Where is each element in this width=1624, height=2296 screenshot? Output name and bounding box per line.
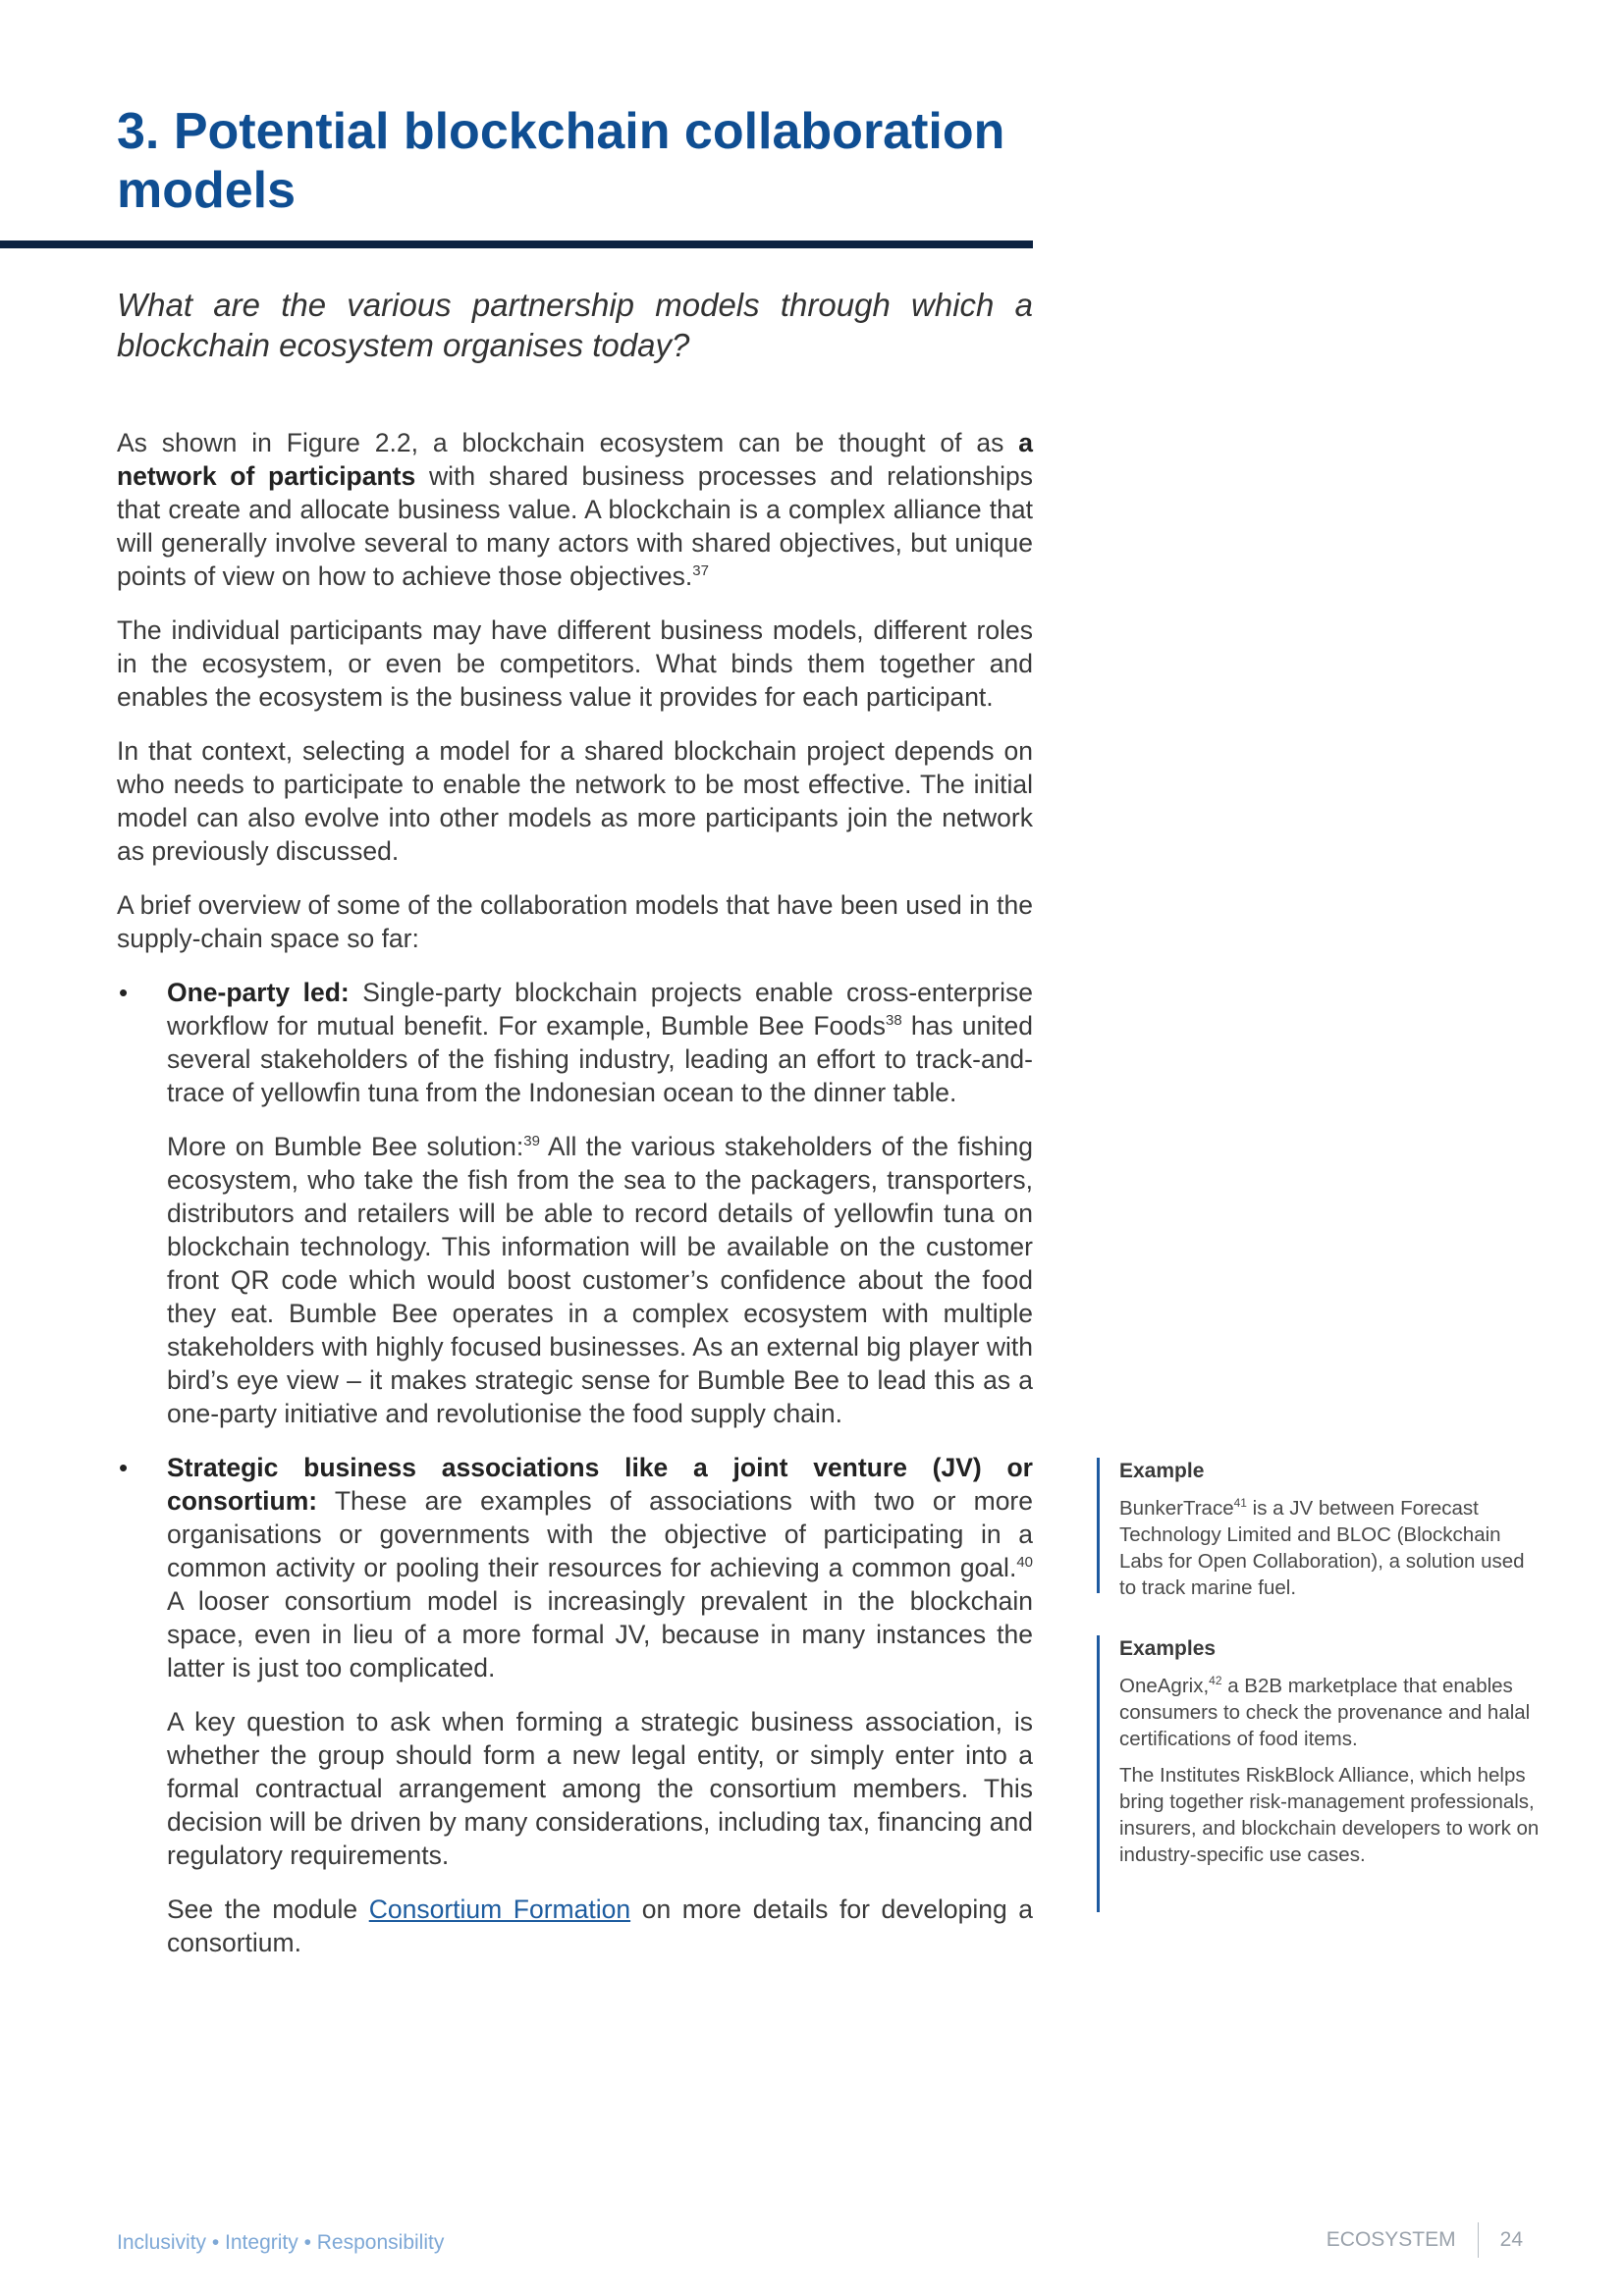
oneagrix-example: OneAgrix,$^{42}$ a B2B marketplace that enables consumers to check the provenance and halal certifications of food items. <box>1119 1674 1531 1750</box>
paragraph-participants: The individual participants may have different business models, different roles in the ecosystem, or even be competitors. What binds them together and enables the ecosystem is the business value it provides for each participant. <box>117 615 1033 712</box>
bunkertrace-example: BunkerTrace$^{41}$ is a JV between Forecast Technology Limited and BLOC (Blockchain Labs for Open Collaboration), a solution used to track marine fuel. <box>1119 1496 1525 1599</box>
footnote-ref-38[interactable]: 38 <box>885 1012 902 1029</box>
section-question: What are the various partnership models through which a blockchain ecosystem organises today? <box>117 287 1033 363</box>
collaboration-models-list <box>117 976 1033 1959</box>
list-item-one-party-led <box>117 976 1033 1430</box>
sidebar-example-heading: Example <box>1119 1460 1205 1482</box>
term-one-party-led: One-party led: <box>167 978 350 1007</box>
footer-separator <box>1478 2222 1479 2258</box>
paragraph-intro: As shown in Figure 2.2, a blockchain ecosystem can be thought of as a network of participants with shared business processes and relationships that create and allocate business value. A blockchain is a complex alliance that will generally involve several to many actors with shared objectives, but unique points of view on how to achieve those objectives.$^{37}$ <box>117 428 1033 591</box>
page-title: 3. Potential blockchain collaboration models <box>117 103 1005 219</box>
riskblock-example: The Institutes RiskBlock Alliance, which helps bring together risk-management professionals, insurers, and blockchain developers to work on industry-specific use cases. <box>1119 1764 1540 1866</box>
footer-tagline: Inclusivity • Integrity • Responsibility <box>117 2231 445 2254</box>
see-module-paragraph: See the module Consortium Formation on more details for developing a consortium. <box>167 1895 1034 1957</box>
bullet-icon: • <box>119 1453 129 1482</box>
sidebar-example-box <box>1097 1458 1542 1599</box>
footer-section-label: ECOSYSTEM <box>1326 2228 1456 2251</box>
bumble-bee-solution: More on Bumble Bee solution:$^{39}$ All the various stakeholders of the fishing ecosystem, who take the fish from the sea to the packagers, transporters, distributors and retailers will be able to record details of yellowfin tuna on blockchain technology. This information will be available on the customer front QR code which would boost customer’s confidence about the food they eat. Bumble Bee operates in a complex ecosystem with multiple stakeholders with highly focused businesses. As an external big player with bird’s eye view – it makes strategic sense for Bumble Bee to lead this as a one-party initiative and revolutionise the food supply chain. <box>167 1132 1033 1428</box>
footnote-ref-42[interactable]: 42 <box>1209 1674 1222 1687</box>
paragraph-overview: A brief overview of some of the collaboration models that have been used in the supply-chain space so far: <box>117 890 1033 953</box>
sidebar-examples-heading: Examples <box>1119 1637 1217 1660</box>
footnote-ref-37[interactable]: 37 <box>692 562 709 579</box>
title-divider <box>0 240 1033 248</box>
one-party-led-description: One-party led: Single-party blockchain projects enable cross-enterprise workflow for mutual benefit. For example, Bumble Bee Foods$^{38}$ has united several stakeholders of the fishing industry, leading an effort to track-and-trace of yellowfin tuna from the Indonesian ocean to the dinner table. <box>167 978 1034 1107</box>
term-strategic-associations: Strategic business associations like a joint venture (JV) or consortium: <box>167 1453 1033 1516</box>
list-item-strategic-associations <box>117 1451 1033 1959</box>
page-number: 24 <box>1499 2228 1523 2251</box>
bullet-icon: • <box>119 978 129 1007</box>
consortium-formation-link[interactable]: Consortium Formation <box>368 1895 631 1924</box>
strategic-associations-description: Strategic business associations like a joint venture (JV) or consortium: These are examples of associations with two or more organisations or governments with the objective of participating in a common activity or pooling their resources for achieving a common goal.$^{40}$ A looser consortium model is increasingly prevalent in the blockchain space, even in lieu of a more formal JV, because in many instances the latter is just too complicated. <box>167 1453 1033 1682</box>
sidebar-examples-box <box>1097 1635 1542 1912</box>
emphasis-network: a network of participants <box>117 428 1033 491</box>
key-question-paragraph: A key question to ask when forming a strategic business association, is whether the group should form a new legal entity, or simply enter into a formal contractual arrangement among the consortium members. This decision will be driven by many considerations, including tax, financing and regulatory requirements. <box>167 1707 1033 1870</box>
footer-page-info <box>1326 2220 1523 2260</box>
footnote-ref-40[interactable]: 40 <box>1016 1554 1033 1571</box>
paragraph-context: In that context, selecting a model for a shared blockchain project depends on who needs to participate to enable the network to be most effective. The initial model can also evolve into other models as more participants join the network as previously discussed. <box>117 736 1033 866</box>
main-content <box>117 426 1033 1980</box>
footnote-ref-39[interactable]: 39 <box>523 1133 540 1149</box>
footnote-ref-41[interactable]: 41 <box>1233 1496 1247 1510</box>
